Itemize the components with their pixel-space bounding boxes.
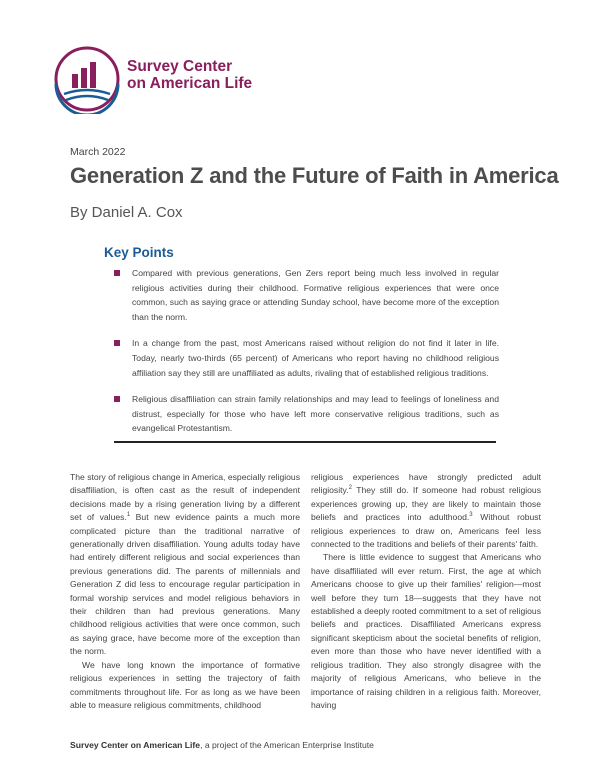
- key-points-list: [114, 266, 499, 448]
- body-paragraph: The story of religious change in America, especially religious disaffiliation, is often cast as the result of independent decisions made by a rising generation living by a different set of values.$^1$ But new evidence paints a much more complicated picture than the traditional narrative of generationally driven disaffiliation. Young adults today have had entirely different religious and social experiences than previous generations did. The parents of millennials and Generation Z did less to encourage regular participation in formal worship services and model religious behaviors in their children than had previous generations. Many childhood religious activities that were once common, such as saying grace, have become more of the exception than the norm.: [70, 472, 300, 657]
- survey-center-logo-icon: [52, 44, 122, 114]
- bullet-square-icon: [114, 340, 120, 346]
- report-title: Generation Z and the Future of Faith in America: [70, 163, 559, 188]
- key-point-item: [114, 266, 499, 324]
- page-footer: [70, 740, 374, 750]
- body-paragraph: religious experiences have strongly predicted adult religiosity.$^2$ They still do. If someone had robust religious experiences growing up, they are likely to maintain those beliefs and practices into adulthood.$^3$ Without robust religious experiences to draw on, Americans feel less connected to the traditions and beliefs of their parents' faith.: [311, 472, 541, 550]
- body-column-left: [70, 471, 300, 712]
- body-paragraph: We have long known the importance of formative religious experiences in setting the trajectory of faith commitments throughout life. For as long as we have been able to measure religious commitments, childhood: [70, 659, 300, 710]
- footnote-ref[interactable]: 3: [469, 512, 473, 519]
- bullet-square-icon: [114, 396, 120, 402]
- key-point-text: In a change from the past, most Americans raised without religion do not find it later in life. Today, nearly two-thirds (65 percent) of Americans who report having no childhood religious affiliation say they still are unaffiliated as adults, rivaling that of established religious traditions.: [132, 338, 499, 378]
- key-points-heading: Key Points: [104, 245, 174, 260]
- report-date: March 2022: [70, 146, 126, 158]
- key-point-item: [114, 392, 499, 436]
- footnote-ref[interactable]: 2: [348, 485, 352, 492]
- key-point-text: Religious disaffiliation can strain family relationships and may lead to feelings of loneliness and distrust, especially for those who have left more conservative religious traditions, such as evangelical Protestantism.: [132, 394, 499, 434]
- logo-line-1: Survey Center: [127, 58, 233, 75]
- body-column-right: [311, 471, 541, 712]
- key-point-text: Compared with previous generations, Gen Zers report being much less involved in regular religious activities during their childhood. Formative religious experiences that were once common, such as saying grace or attending Sunday school, have become more of the exception than the norm.: [132, 268, 499, 322]
- footer-org: Survey Center on American Life: [70, 740, 201, 750]
- key-point-item: [114, 336, 499, 380]
- section-divider: [114, 441, 496, 443]
- logo-wordmark: [127, 58, 252, 92]
- footer-text: , a project of the American Enterprise Institute: [200, 740, 374, 750]
- report-byline: By Daniel A. Cox: [70, 204, 183, 221]
- footnote-ref[interactable]: 1: [126, 512, 131, 519]
- bullet-square-icon: [114, 270, 120, 276]
- body-paragraph: There is little evidence to suggest that Americans who have disaffiliated will ever return. First, the age at which Americans choose to give up their families' religion—most well before they turn 18—suggests that they have not established a deeply rooted commitment to a set of religious beliefs and practices. Disaffiliated Americans express significant skepticism about the societal benefits of religion, even more than those who have never identified with a religious tradition. They also strongly disagree with the majority of religious Americans, who believe in the importance of raising children in a religious faith. Moreover, having: [311, 552, 541, 710]
- logo-line-2: on American Life: [127, 75, 253, 92]
